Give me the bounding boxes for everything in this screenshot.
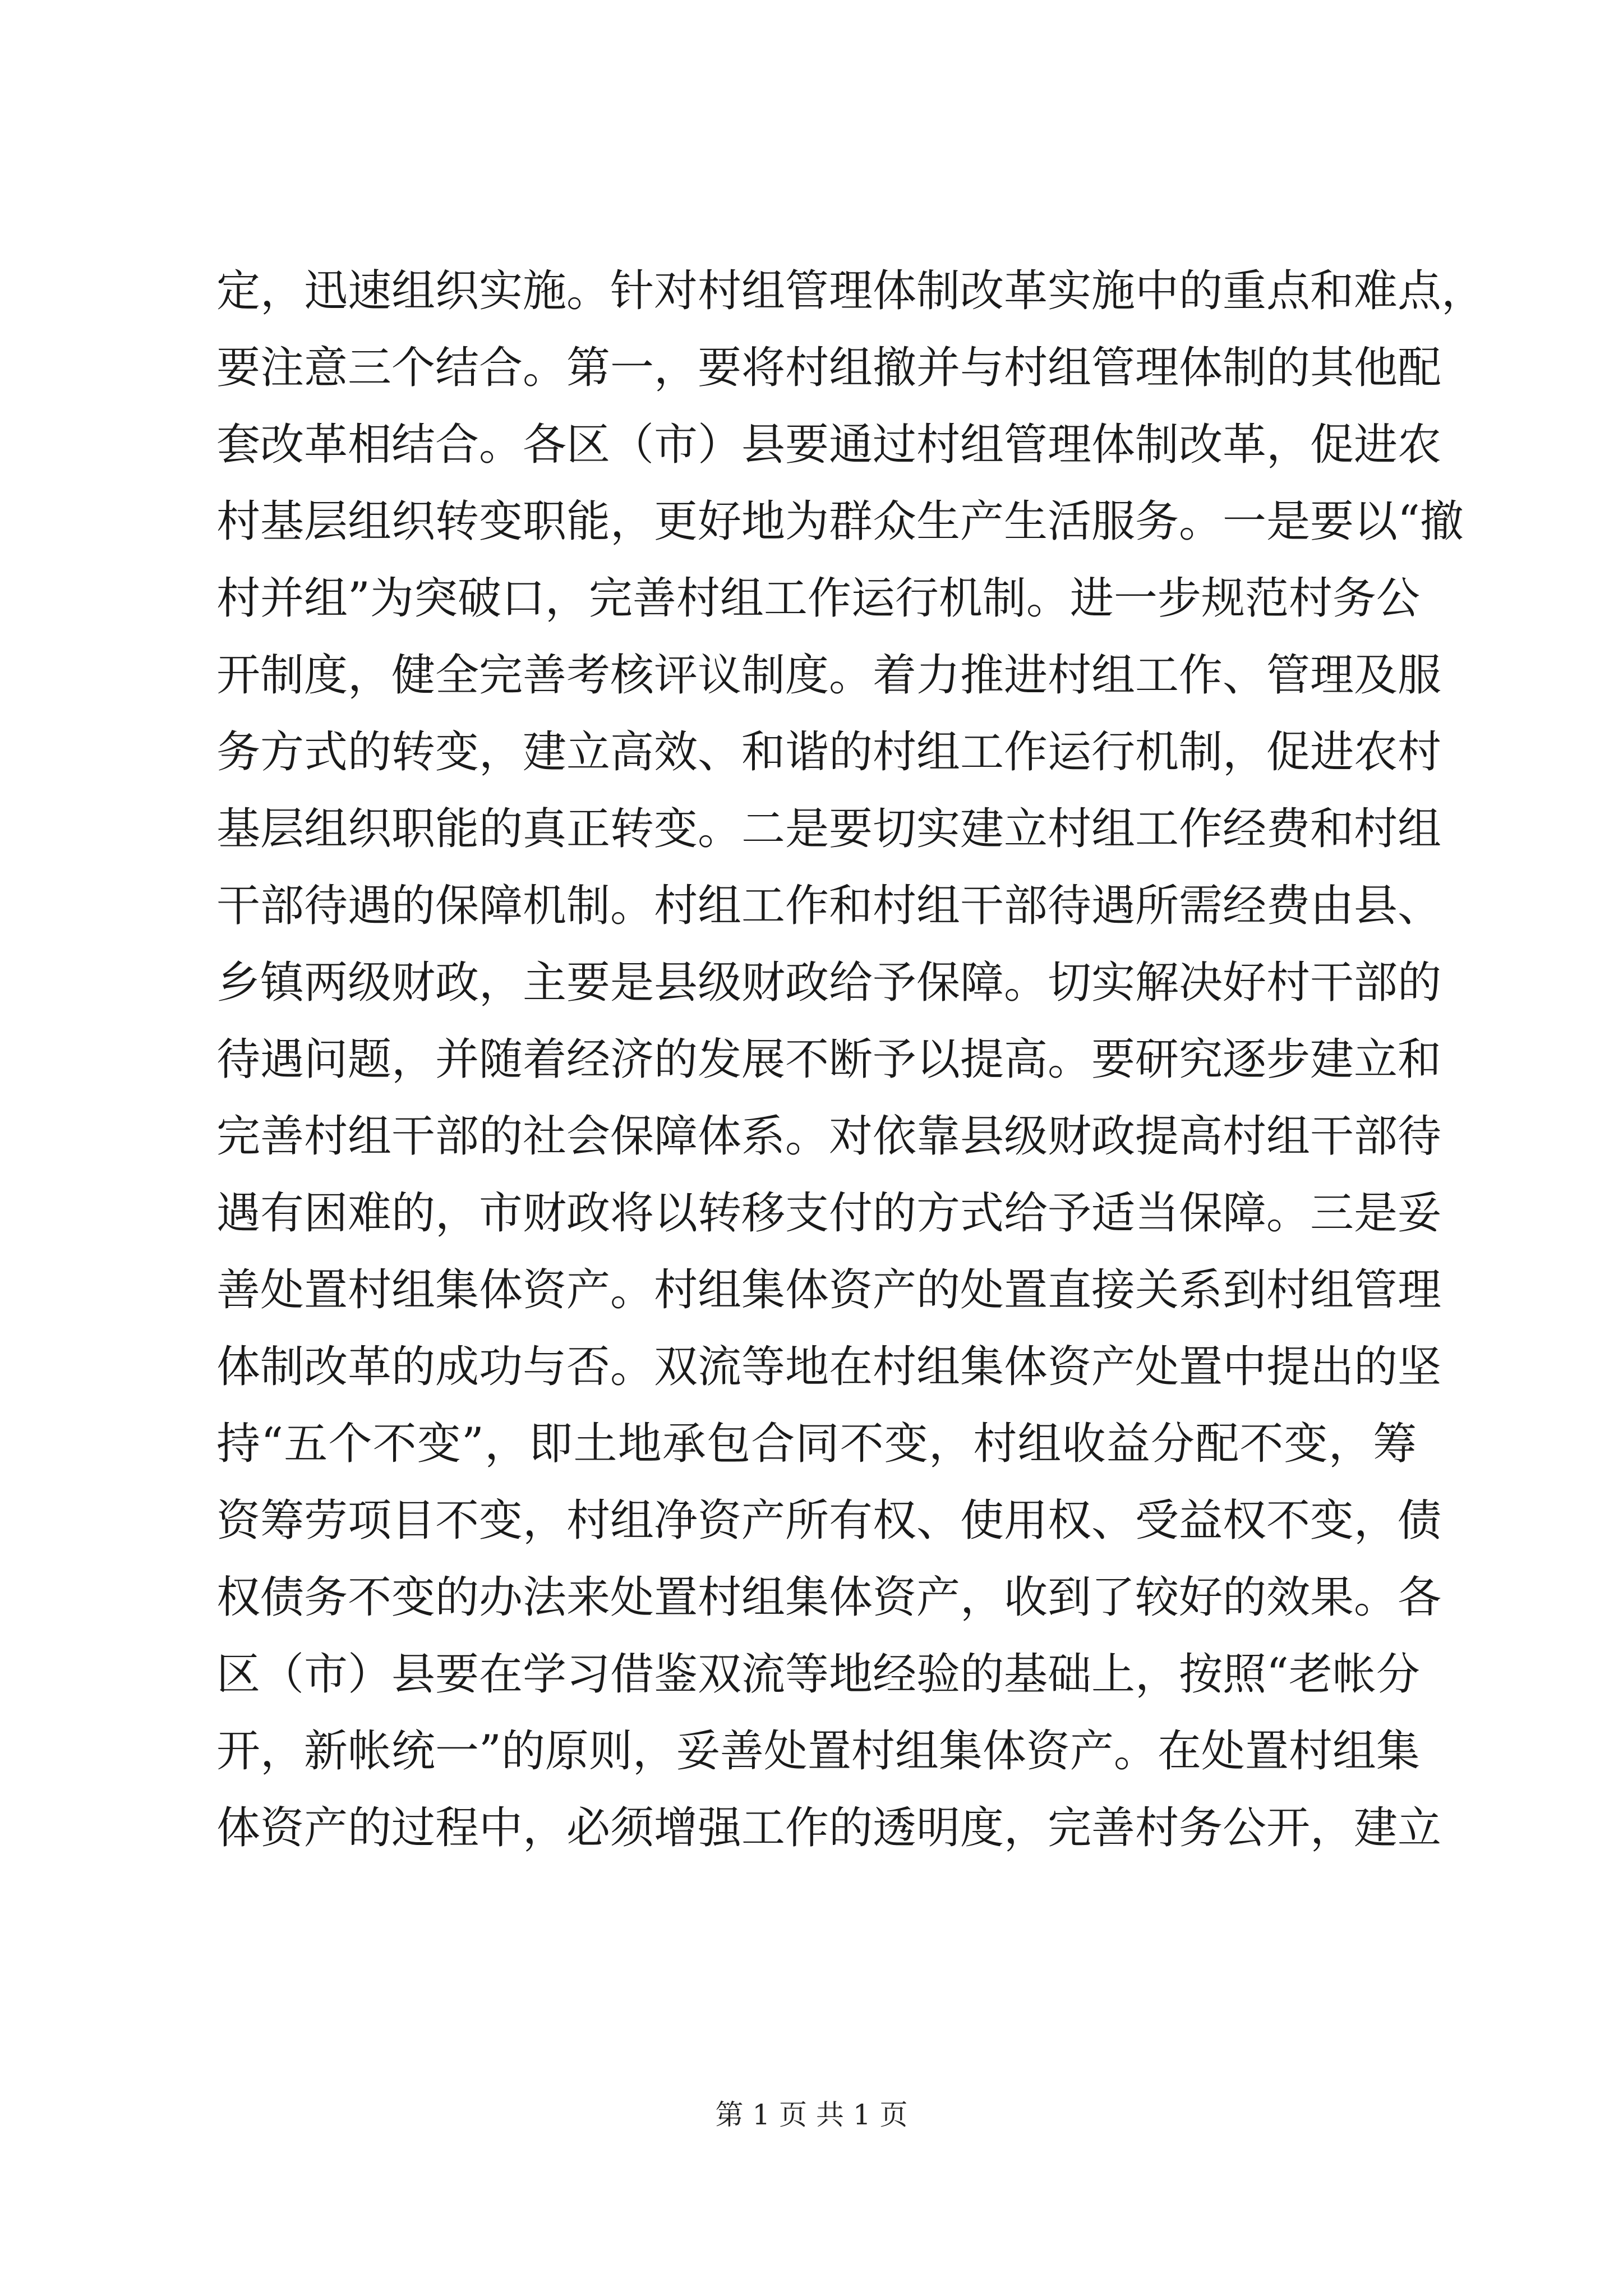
page-number-label: 第 1 页 共 1 页 <box>715 2099 908 2131</box>
text-line: 开，新帐统一”的原则，妥善处置村组集体资产。在处置村组集 <box>216 1726 1420 1777</box>
text-line: 套改革相结合。各区（市）县要通过村组管理体制改革，促进农 <box>216 420 1442 470</box>
text-line: 乡镇两级财政，主要是县级财政给予保障。切实解决好村干部的 <box>216 958 1442 1008</box>
text-line: 权债务不变的办法来处置村组集体资产，收到了较好的效果。各 <box>216 1572 1442 1623</box>
text-line: 干部待遇的保障机制。村组工作和村组干部待遇所需经费由县、 <box>216 881 1442 931</box>
text-line: 体资产的过程中，必须增强工作的透明度，完善村务公开，建立 <box>216 1803 1442 1853</box>
text-line: 基层组织职能的真正转变。二是要切实建立村组工作经费和村组 <box>216 804 1442 854</box>
text-line: 善处置村组集体资产。村组集体资产的处置直接关系到村组管理 <box>216 1265 1442 1315</box>
text-line: 定，迅速组织实施。针对村组管理体制改革实施中的重点和难点， <box>216 266 1486 316</box>
text-line: 开制度，健全完善考核评议制度。着力推进村组工作、管理及服 <box>216 650 1442 701</box>
page-footer <box>0 2095 1623 2134</box>
text-line: 资筹劳项目不变，村组净资产所有权、使用权、受益权不变，债 <box>216 1496 1442 1546</box>
text-line: 遇有困难的，市财政将以转移支付的方式给予适当保障。三是妥 <box>216 1188 1442 1239</box>
text-line: 务方式的转变，建立高效、和谐的村组工作运行机制，促进农村 <box>216 727 1442 777</box>
text-line: 完善村组干部的社会保障体系。对依靠县级财政提高村组干部待 <box>216 1111 1442 1162</box>
text-line: 村并组”为突破口，完善村组工作运行机制。进一步规范村务公 <box>216 573 1420 624</box>
text-line: 待遇问题，并随着经济的发展不断予以提高。要研究逐步建立和 <box>216 1034 1442 1085</box>
text-line: 要注意三个结合。第一，要将村组撤并与村组管理体制的其他配 <box>216 343 1442 393</box>
text-line: 村基层组织转变职能，更好地为群众生产生活服务。一是要以“撤 <box>216 496 1464 547</box>
text-line: 区（市）县要在学习借鉴双流等地经验的基础上，按照“老帐分 <box>216 1649 1420 1700</box>
body-text <box>216 253 1486 1867</box>
text-line: 体制改革的成功与否。双流等地在村组集体资产处置中提出的坚 <box>216 1342 1442 1392</box>
text-line: 持“五个不变”，即土地承包合同不变，村组收益分配不变，筹 <box>216 1419 1417 1469</box>
